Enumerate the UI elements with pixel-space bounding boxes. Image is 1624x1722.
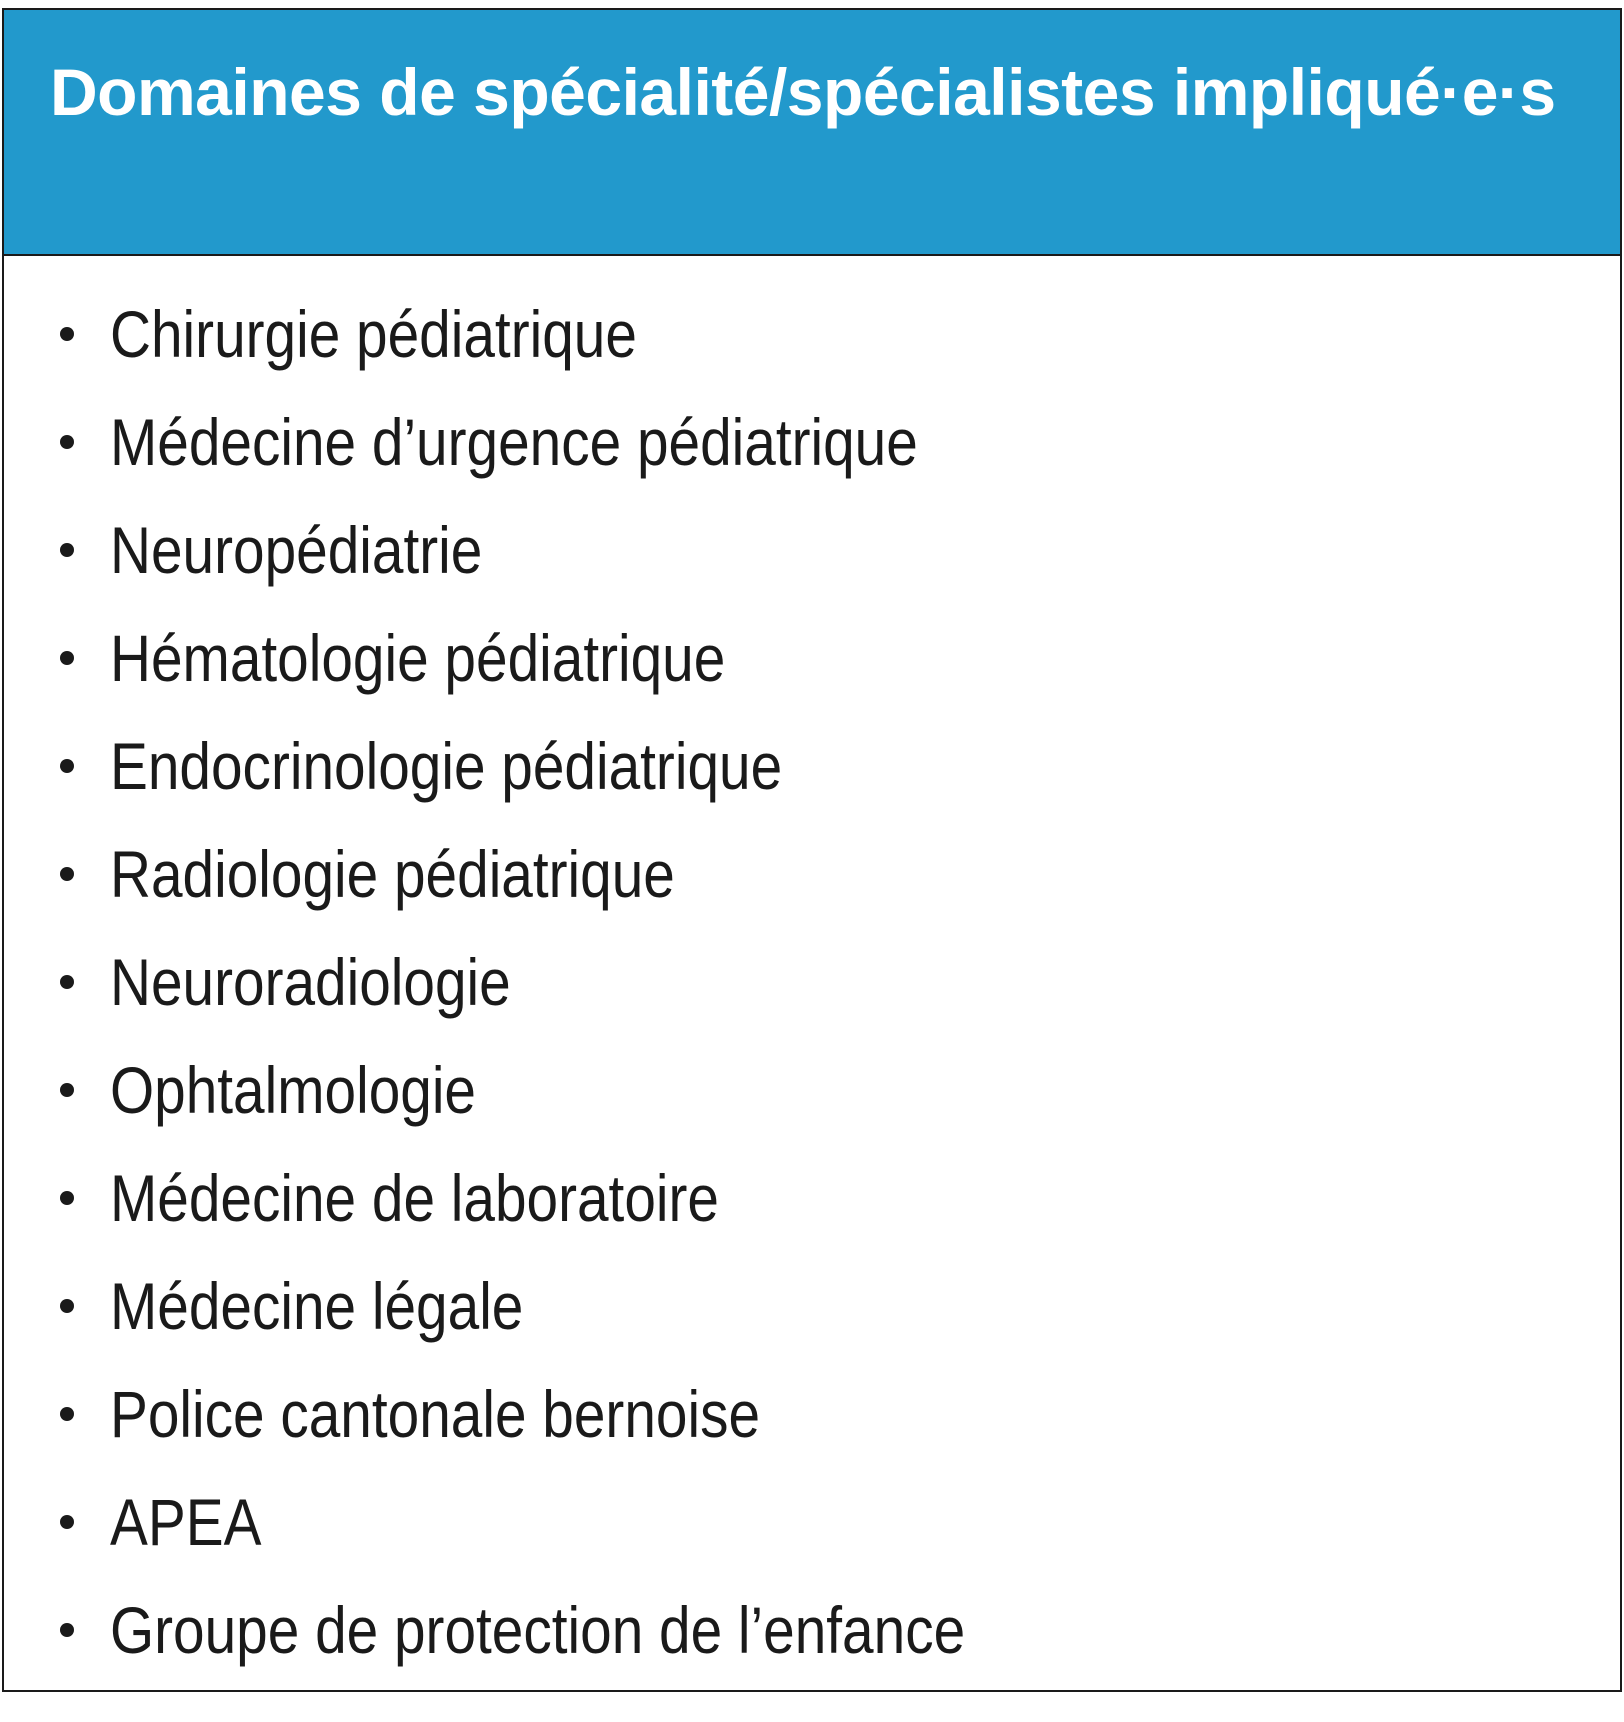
list-item-label: Neuropédiatrie: [110, 513, 483, 587]
bullet-icon: [60, 867, 74, 881]
bullet-icon: [60, 1515, 74, 1529]
list-item-label: Groupe de protection de l’enfance: [110, 1593, 966, 1667]
table-title: Domaines de spécialité/spécialistes impliqué·e·s: [50, 55, 1556, 129]
list-item-label: Radiologie pédiatrique: [110, 837, 675, 911]
list-item: [4, 712, 1620, 820]
list-item: [4, 1576, 1620, 1684]
list-item-label: Chirurgie pédiatrique: [110, 297, 637, 371]
list-item-label: Ophtalmologie: [110, 1053, 477, 1127]
specialties-list: [4, 256, 1620, 1684]
table-header: [4, 10, 1620, 256]
list-item-label: APEA: [110, 1485, 262, 1559]
bullet-icon: [60, 759, 74, 773]
bullet-icon: [60, 1083, 74, 1097]
list-item: [4, 928, 1620, 1036]
bullet-icon: [60, 975, 74, 989]
list-item-label: Médecine de laboratoire: [110, 1161, 719, 1235]
list-item: [4, 496, 1620, 604]
bullet-icon: [60, 651, 74, 665]
bullet-icon: [60, 1407, 74, 1421]
list-item: [4, 1036, 1620, 1144]
bullet-icon: [60, 1623, 74, 1637]
bullet-icon: [60, 435, 74, 449]
list-item: [4, 604, 1620, 712]
list-item-label: Hématologie pédiatrique: [110, 621, 726, 695]
list-item-label: Médecine d’urgence pédiatrique: [110, 405, 918, 479]
list-item: [4, 388, 1620, 496]
list-item-label: Médecine légale: [110, 1269, 524, 1343]
bullet-icon: [60, 543, 74, 557]
bullet-icon: [60, 1299, 74, 1313]
list-item-label: Neuroradiologie: [110, 945, 511, 1019]
bullet-icon: [60, 327, 74, 341]
bullet-icon: [60, 1191, 74, 1205]
list-item: [4, 1144, 1620, 1252]
list-item: [4, 1360, 1620, 1468]
list-item: [4, 820, 1620, 928]
list-item-label: Police cantonale bernoise: [110, 1377, 761, 1451]
list-item: [4, 1468, 1620, 1576]
list-item: [4, 280, 1620, 388]
specialists-table: [2, 8, 1622, 1692]
list-item-label: Endocrinologie pédiatrique: [110, 729, 783, 803]
list-item: [4, 1252, 1620, 1360]
